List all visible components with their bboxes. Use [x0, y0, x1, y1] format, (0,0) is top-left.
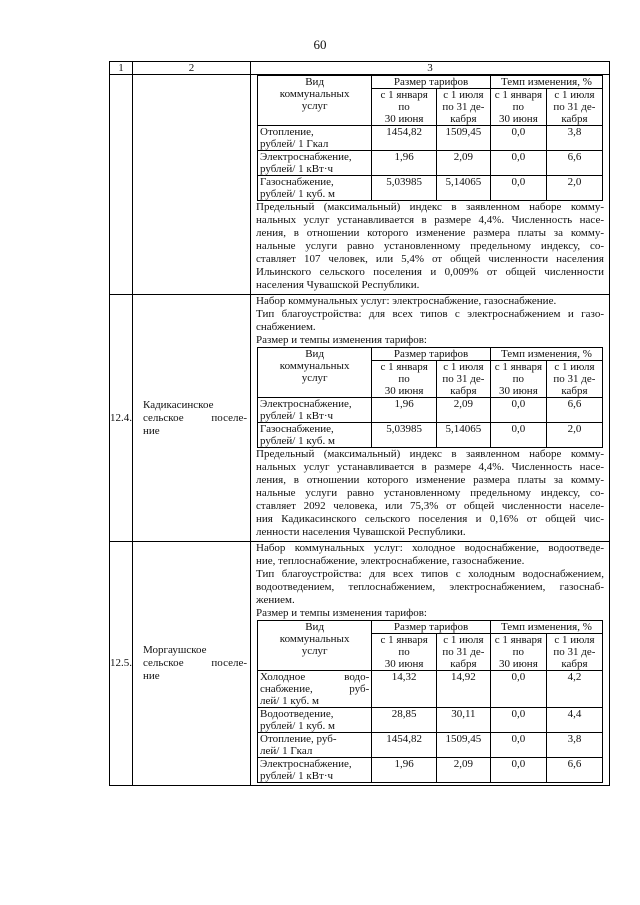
column-header-row [110, 62, 610, 75]
service-type-header [258, 621, 372, 671]
tariff-value-v2: 30,11 [436, 708, 490, 733]
tariff-value-v1: 1454,82 [372, 126, 437, 151]
note-line: Предельный (максимальный) индекс в заявленном наборе комму- [256, 448, 604, 460]
header-line: 30 июня [498, 385, 538, 397]
service-name-line: рублей/ 1 куб. м [260, 435, 335, 447]
header-line: с 1 июля [443, 361, 484, 373]
header-line: с 1 января [494, 89, 543, 101]
tariff-size-header: Размер тарифов [372, 348, 491, 361]
tariff-value-r1: 0,0 [490, 423, 546, 448]
tariff-value-r1: 0,0 [490, 671, 546, 708]
settlement-name-line: ние [143, 424, 160, 437]
service-name-line: рублей/ 1 кВт·ч [260, 770, 334, 782]
settlement-name-line: Кадикасинское [143, 398, 214, 411]
tariff-value-r1: 0,0 [490, 733, 546, 758]
header-line: с 1 января [380, 89, 428, 101]
tariff-value-v2: 2,09 [436, 758, 490, 783]
note-line: нальных услуг устанавливается в размере 4,4%. Численность насе- [256, 461, 604, 473]
settlement-name [133, 399, 250, 438]
tariff-value-v2: 5,14065 [436, 423, 490, 448]
period-header-jul [436, 89, 490, 126]
header-line: с 1 января [494, 361, 543, 373]
header-line: Вид [305, 76, 325, 88]
tariff-value-v2: 2,09 [436, 151, 490, 176]
service-name [258, 126, 372, 151]
service-name-line: Электроснабжение, [260, 398, 352, 410]
page-number: 60 [313, 37, 327, 52]
tariff-value-r1: 0,0 [490, 398, 546, 423]
settlement-name-line: сельское поселе- [143, 411, 247, 424]
column-header-1: 1 [110, 62, 133, 75]
header-line: кабря [450, 113, 477, 125]
note-line: ставляет 2092 человека, или 75,3% от общей численности населе- [256, 500, 604, 512]
settlement-row [110, 542, 610, 786]
header-line: Вид [305, 621, 325, 633]
tariff-value-r2: 6,6 [546, 151, 602, 176]
change-rate-header: Темп изменения, % [490, 76, 602, 89]
service-name [258, 398, 372, 423]
service-name-line: лей/ 1 куб. м [260, 695, 319, 707]
header-line: коммунальных [279, 633, 350, 645]
header-line: по 31 де- [442, 373, 485, 385]
tariff-row [258, 733, 603, 758]
header-line: с 1 января [380, 634, 428, 646]
period-header-jul [546, 634, 602, 671]
note-line: Предельный (максимальный) индекс в заявленном наборе комму- [256, 201, 604, 213]
service-name-line: Газоснабжение, [260, 423, 334, 435]
max-index-note [256, 448, 604, 539]
row-number: 12.4. [110, 295, 133, 542]
service-name [258, 151, 372, 176]
service-name-line: снабжение, руб- [260, 683, 370, 695]
tariff-row [258, 398, 603, 423]
header-line: с 1 июля [554, 361, 595, 373]
settlement-rows [110, 75, 610, 786]
utility-set-description [256, 542, 604, 620]
tariff-row [258, 126, 603, 151]
settlement-row [110, 295, 610, 542]
header-line: по [512, 646, 525, 658]
tariff-value-v1: 14,32 [372, 671, 437, 708]
row-number: 12.5. [110, 542, 133, 786]
header-line: 30 июня [384, 658, 424, 670]
header-line: кабря [450, 385, 477, 397]
header-line: коммунальных [279, 360, 350, 372]
tariff-header-row [258, 76, 603, 89]
header-line: кабря [450, 658, 477, 670]
tariff-value-v1: 1,96 [372, 398, 437, 423]
tariff-details [251, 542, 610, 786]
tariff-value-v2: 1509,45 [436, 126, 490, 151]
service-name [258, 176, 372, 201]
tariff-value-r1: 0,0 [490, 758, 546, 783]
tariff-document-table [109, 61, 610, 786]
period-header-jul [546, 89, 602, 126]
tariff-value-r2: 6,6 [546, 398, 602, 423]
tariff-value-v1: 5,03985 [372, 176, 437, 201]
note-line: ления, в отношении которого изменение размера платы за комму- [256, 474, 604, 486]
service-name-line: Водоотведение, [260, 708, 334, 720]
tariff-row [258, 708, 603, 733]
service-name [258, 708, 372, 733]
tariff-value-r2: 6,6 [546, 758, 602, 783]
change-rate-header: Темп изменения, % [490, 621, 602, 634]
column-header-3: 3 [251, 62, 610, 75]
service-name-line: рублей/ 1 куб. м [260, 188, 335, 200]
description-line: Набор коммунальных услуг: холодное водоснабжение, водоотведе- [256, 542, 604, 554]
settlement-name [133, 644, 250, 683]
header-line: Вид [305, 348, 325, 360]
header-line: по [398, 646, 410, 658]
description-line: Размер и темпы изменения тарифов: [256, 607, 427, 619]
tariff-value-r2: 3,8 [546, 733, 602, 758]
period-header-jul [546, 361, 602, 398]
header-line: с 1 июля [443, 634, 484, 646]
tariff-row [258, 176, 603, 201]
tariff-value-r2: 4,4 [546, 708, 602, 733]
header-line: услуг [301, 100, 328, 112]
header-line: с 1 января [380, 361, 428, 373]
service-type-header [258, 348, 372, 398]
tariff-value-v2: 1509,45 [436, 733, 490, 758]
header-line: по 31 де- [553, 101, 596, 113]
service-name [258, 758, 372, 783]
period-header-jan [490, 361, 546, 398]
max-index-note [256, 201, 604, 292]
tariff-value-r2: 4,2 [546, 671, 602, 708]
tariff-value-v1: 1,96 [372, 758, 437, 783]
service-type-header [258, 76, 372, 126]
description-line: Тип благоустройства: для всех типов с электроснабжением и газо- [256, 308, 604, 320]
description-line: ние, теплоснабжение, электроснабжение, газоснабжение. [256, 555, 525, 567]
note-line: населения Чувашской Республики. [256, 279, 420, 291]
header-line: с 1 июля [443, 89, 484, 101]
service-name-line: Газоснабжение, [260, 176, 334, 188]
service-name-line: Электроснабжение, [260, 151, 352, 163]
header-line: кабря [561, 113, 588, 125]
header-line: кабря [561, 658, 588, 670]
description-line: снабжением. [256, 321, 316, 333]
tariff-value-v2: 14,92 [436, 671, 490, 708]
tariff-value-r1: 0,0 [490, 176, 546, 201]
note-line: Ильинского сельского поселения и 0,009% от общей численности [256, 266, 604, 278]
period-header-jul [436, 361, 490, 398]
service-name-line: лей/ 1 Гкал [260, 745, 313, 757]
header-line: 30 июня [498, 113, 538, 125]
period-header-jan [372, 634, 437, 671]
service-name [258, 423, 372, 448]
service-name [258, 671, 372, 708]
tariff-row [258, 151, 603, 176]
tariff-details [251, 75, 610, 295]
utility-set-description [256, 295, 604, 347]
tariff-details [251, 295, 610, 542]
description-line: Размер и темпы изменения тарифов: [256, 334, 427, 346]
header-line: 30 июня [384, 385, 424, 397]
tariff-value-r2: 2,0 [546, 176, 602, 201]
header-line: по 31 де- [442, 101, 485, 113]
description-line: водоотведением, теплоснабжением, электроснабжением, газоснаб- [256, 581, 604, 593]
period-header-jul [436, 634, 490, 671]
settlement-name-cell [133, 542, 251, 786]
service-name-line: Отопление, руб- [260, 733, 337, 745]
header-line: 30 июня [498, 658, 538, 670]
note-line: ставляет 107 человек, или 5,4% от общей численности населения [256, 253, 604, 265]
header-line: услуг [301, 372, 328, 384]
tariff-value-v1: 28,85 [372, 708, 437, 733]
period-header-jan [490, 89, 546, 126]
note-line: нальные услуги равно установленному предельному индексу, со- [256, 240, 604, 252]
note-line: ленности населения Чувашской Республики. [256, 526, 466, 538]
settlement-name-cell [133, 75, 251, 295]
tariff-size-header: Размер тарифов [372, 621, 491, 634]
service-name-line: рублей/ 1 куб. м [260, 720, 335, 732]
period-header-jan [490, 634, 546, 671]
note-line: ния Кадикасинского сельского поселения и 0,16% от общей чис- [256, 513, 604, 525]
note-line: ления, в отношении которого изменение размера платы за комму- [256, 227, 604, 239]
header-line: коммунальных [279, 88, 350, 100]
tariff-table [257, 620, 603, 783]
description-line: жением. [256, 594, 295, 606]
note-line: нальные услуги равно установленному предельному индексу, со- [256, 487, 604, 499]
service-name-line: рублей/ 1 кВт·ч [260, 163, 334, 175]
row-number [110, 75, 133, 295]
tariff-value-v1: 5,03985 [372, 423, 437, 448]
settlement-name-line: сельское поселе- [143, 657, 247, 669]
column-header-2: 2 [133, 62, 251, 75]
tariff-value-v2: 2,09 [436, 398, 490, 423]
tariff-table [257, 75, 603, 201]
header-line: 30 июня [384, 113, 424, 125]
tariff-row [258, 423, 603, 448]
tariff-value-v1: 1454,82 [372, 733, 437, 758]
header-line: по 31 де- [553, 373, 596, 385]
header-line: с 1 января [494, 634, 543, 646]
tariff-value-r2: 3,8 [546, 126, 602, 151]
tariff-value-v1: 1,96 [372, 151, 437, 176]
tariff-size-header: Размер тарифов [372, 76, 491, 89]
header-line: кабря [561, 385, 588, 397]
tariff-table [257, 347, 603, 448]
tariff-value-r2: 2,0 [546, 423, 602, 448]
header-line: по 31 де- [553, 646, 596, 658]
service-name-line: Электроснабжение, [260, 758, 352, 770]
settlement-name-cell [133, 295, 251, 542]
tariff-value-v2: 5,14065 [436, 176, 490, 201]
service-name-line: рублей/ 1 кВт·ч [260, 410, 334, 422]
header-line: с 1 июля [554, 634, 595, 646]
tariff-value-r1: 0,0 [490, 126, 546, 151]
service-name-line: рублей/ 1 Гкал [260, 138, 329, 150]
settlement-name-line: ние [143, 670, 160, 682]
header-line: с 1 июля [554, 89, 595, 101]
note-line: нальных услуг устанавливается в размере 4,4%. Численность насе- [256, 214, 604, 226]
tariff-value-r1: 0,0 [490, 708, 546, 733]
service-name [258, 733, 372, 758]
settlement-name-line: Моргаушское [143, 644, 207, 656]
tariff-value-r1: 0,0 [490, 151, 546, 176]
change-rate-header: Темп изменения, % [490, 348, 602, 361]
settlement-row [110, 75, 610, 295]
period-header-jan [372, 89, 437, 126]
service-name-line: Холодное водо- [260, 671, 370, 683]
tariff-header-row [258, 348, 603, 361]
header-line: по [398, 101, 410, 113]
tariff-row [258, 671, 603, 708]
service-name-line: Отопление, [260, 126, 314, 138]
description-line: Набор коммунальных услуг: электроснабжение, газоснабжение. [256, 295, 557, 307]
tariff-header-row [258, 621, 603, 634]
tariff-row [258, 758, 603, 783]
header-line: по 31 де- [442, 646, 485, 658]
header-line: по [398, 373, 410, 385]
header-line: по [512, 373, 525, 385]
period-header-jan [372, 361, 437, 398]
header-line: услуг [301, 645, 328, 657]
description-line: Тип благоустройства: для всех типов с холодным водоснабжением, [256, 568, 604, 580]
header-line: по [512, 101, 525, 113]
